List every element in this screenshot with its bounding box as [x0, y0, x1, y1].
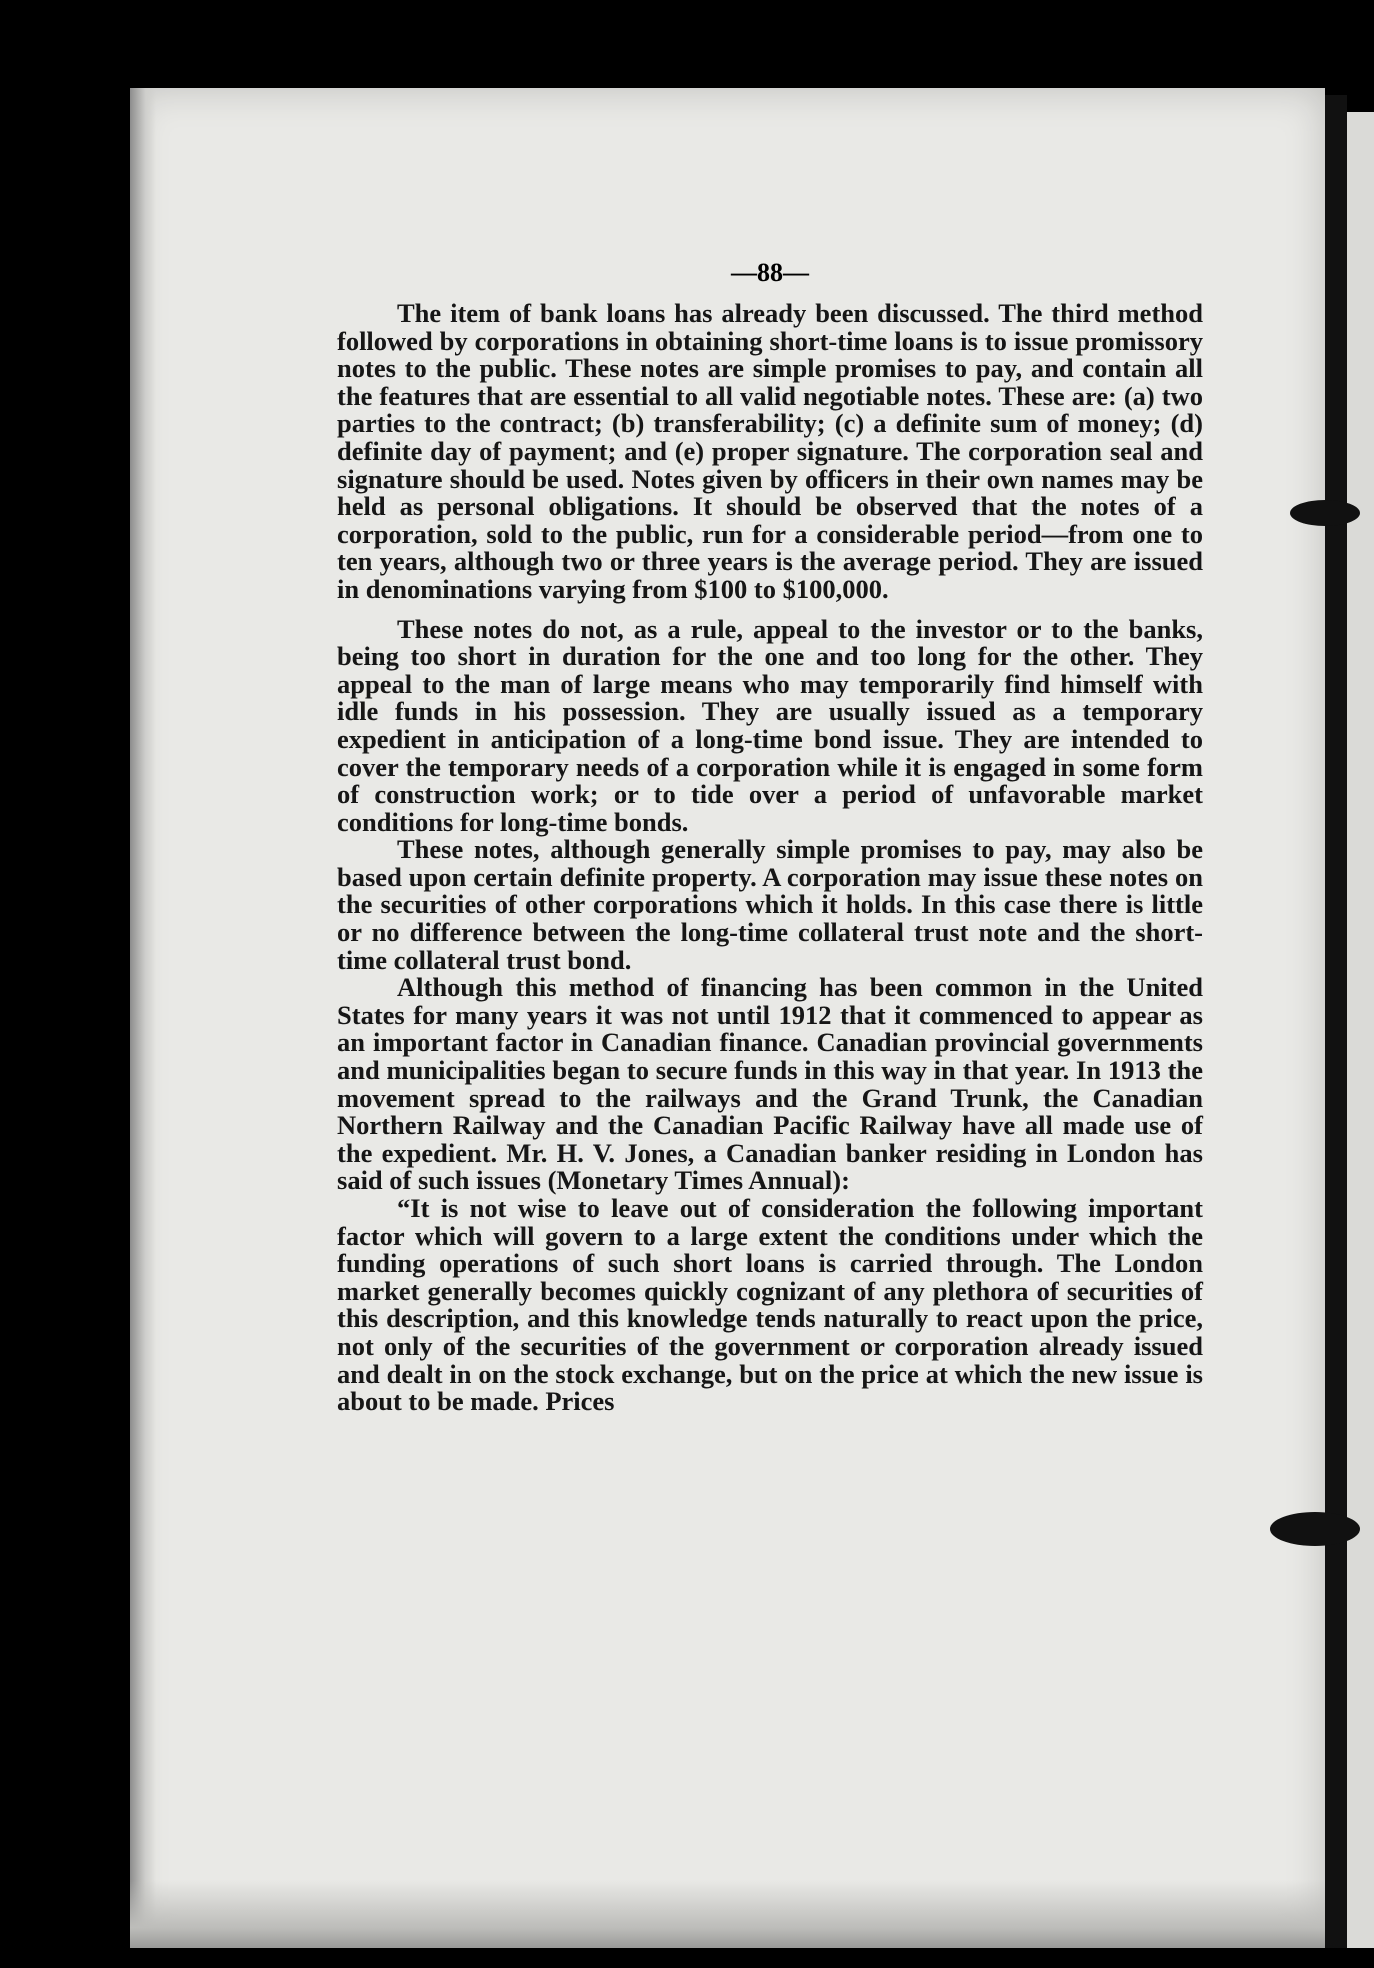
next-page-edge	[1347, 112, 1374, 1948]
paragraph-2: These notes do not, as a rule, appeal to the investor or to the banks, being too short in duration for the one and too long for the other. They appeal to the man of large means who may temporarily find himself with idle funds in his possession. They are usually issued as a temporary expedient in anticipation of a long-time bond issue. They are intended to cover the temporary needs of a corporation while it is engaged in some form of construction work; or to tide over a period of unfavorable market conditions for long-time bonds.	[337, 613, 1203, 837]
binding-clip-top	[1290, 500, 1360, 526]
paragraph-3: These notes, although generally simple promises to pay, may also be based upon certain definite property. A corporation may issue these notes on the securities of other corporations which it holds. In this case there is little or no difference between the long-time collateral trust note and the short-time collateral trust bond.	[337, 834, 1203, 975]
paragraph-4: Although this method of financing has been common in the United States for many years it was not until 1912 that it commenced to appear as an important factor in Canadian finance. Canadian provincial governments and municipalities began to secure funds in this way in that year. In 1913 the movement spread to the railways and the Grand Trunk, the Canadian Northern Railway and the Canadian Pacific Railway have all made use of the expedient. Mr. H. V. Jones, a Canadian banker residing in London has said of such issues (Monetary Times Annual):	[337, 972, 1203, 1196]
paragraph-1: The item of bank loans has already been discussed. The third method followed by corporations in obtaining short-time loans is to issue promissory notes to the public. These notes are simple promises to pay, and contain all the features that are essential to all valid negotiable notes. These are: (a) two parties to the contract; (b) transferability; (c) a definite sum of money; (d) definite day of payment; and (e) proper signature. The corporation seal and signature should be used. Notes given by officers in their own names may be held as personal obligations. It should be observed that the notes of a corporation, sold to the public, run for a considerable period—from one to ten years, although two or three years is the average period. They are issued in denominations varying from $100 to $100,000.	[337, 298, 1203, 604]
book-spine	[1325, 95, 1347, 1948]
paragraph-5: “It is not wise to leave out of consideration the following important factor which will govern to a large extent the conditions under which the funding operations of such short loans is carried through. The London market generally becomes quickly cognizant of any plethora of securities of this description, and this knowledge tends naturally to react upon the price, not only of the securities of the government or corporation already issued and dealt in on the stock exchange, but on the price at which the new issue is about to be made. Prices	[337, 1193, 1203, 1417]
page-bottom-shadow	[130, 1880, 1325, 1948]
body-text	[337, 300, 1203, 1416]
binding-clip-bottom	[1270, 1512, 1360, 1546]
page-number: —88—	[731, 258, 809, 287]
page-left-shadow	[130, 88, 156, 1948]
